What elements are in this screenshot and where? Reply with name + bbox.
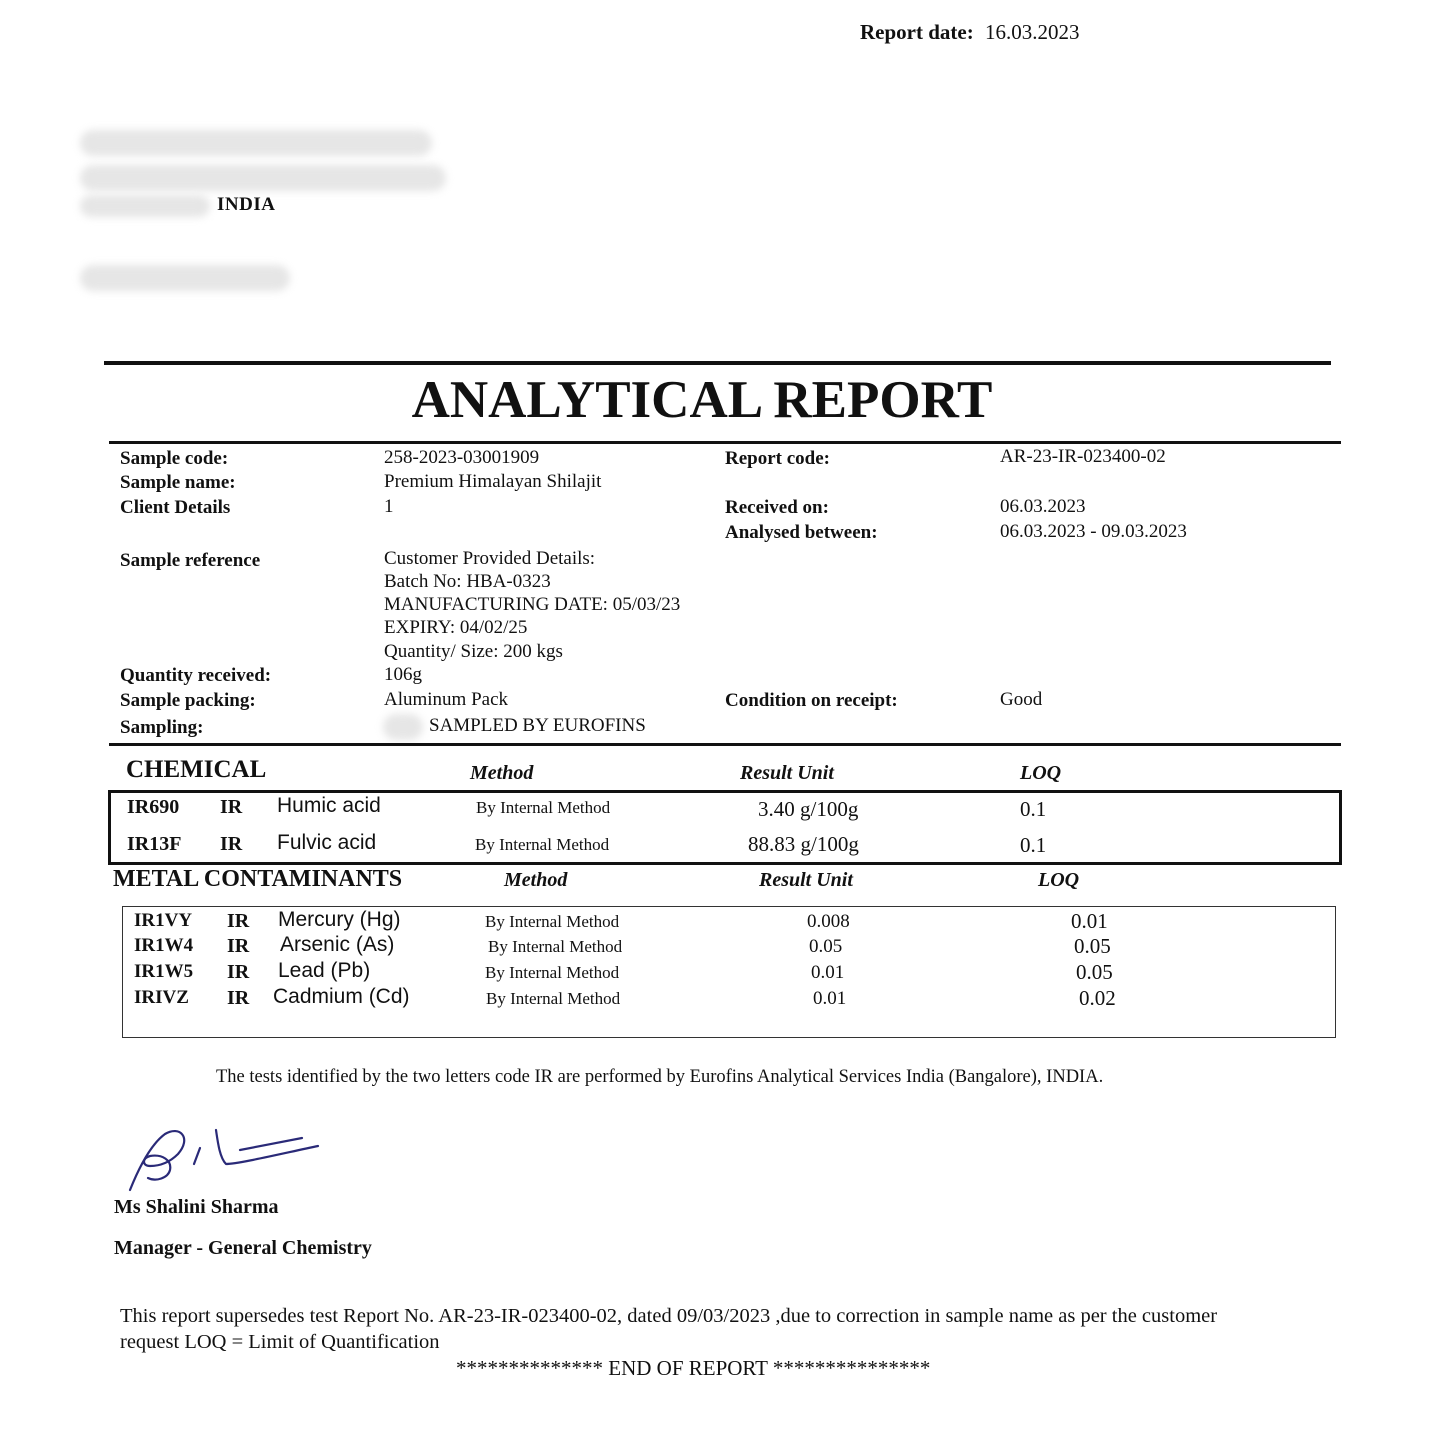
method: By Internal Method [476,798,611,817]
sample-packing-label: Sample packing: [120,690,256,711]
lab-code: IR [227,961,250,983]
method: By Internal Method [486,989,621,1008]
lab-note: The tests identified by the two letters code IR are performed by Eurofins Analytical Services India (Bangalore), INDIA. [216,1067,1104,1087]
redacted-address-line-3 [80,195,210,217]
parameter: Lead (Pb) [278,959,371,982]
sample-name-value: Premium Himalayan Shilajit [384,471,602,492]
chemical-section-title: CHEMICAL [126,756,267,783]
test-code: IRIVZ [134,987,189,1008]
chemical-result-header: Result Unit [740,762,834,784]
result: 0.05 [809,936,843,957]
chemical-loq-header: LOQ [1020,762,1062,784]
report-code-value: AR-23-IR-023400-02 [1000,446,1166,467]
end-of-report: ************** END OF REPORT *************** [456,1356,931,1380]
quantity-received-value: 106g [384,664,422,685]
received-on-value: 06.03.2023 [1000,496,1086,517]
received-on-label: Received on: [725,497,829,518]
parameter: Humic acid [277,794,381,817]
result: 0.01 [813,988,847,1009]
report-date-value: 16.03.2023 [984,20,1080,44]
report-code-label: Report code: [725,448,830,469]
sample-reference-line: Quantity/ Size: 200 kgs [384,641,563,662]
sample-reference-line: Batch No: HBA-0323 [384,571,551,592]
supersede-note-line-1: This report supersedes test Report No. AR-23-IR-023400-02, dated 09/03/2023 ,due to correction in sample name as per the customer [120,1305,1218,1327]
sample-code-value: 258-2023-03001909 [384,447,540,468]
lab-code: IR [227,910,250,932]
quantity-received-label: Quantity received: [120,665,272,686]
supersede-note-line-2: request LOQ = Limit of Quantification [120,1331,440,1353]
sample-name-label: Sample name: [120,472,236,493]
title-top-rule [104,361,1331,365]
method: By Internal Method [485,963,620,982]
loq: 0.02 [1079,986,1116,1010]
result: 3.40 g/100g [758,797,859,821]
result: 0.008 [807,911,850,932]
loq: 0.05 [1074,934,1111,958]
method: By Internal Method [485,912,620,931]
metals-loq-header: LOQ [1038,869,1080,891]
lab-code: IR [220,796,243,818]
details-bottom-rule [109,743,1341,746]
lab-code: IR [220,833,243,855]
page-title: ANALYTICAL REPORT [411,371,993,429]
redacted-address-line-1 [80,130,432,156]
sampling-label: Sampling: [120,717,204,738]
loq: 0.1 [1020,797,1047,821]
metals-result-header: Result Unit [759,869,853,891]
test-code: IR1W4 [134,935,194,956]
condition-value: Good [1000,689,1043,710]
sample-code-label: Sample code: [120,448,229,469]
signatory-name: Ms Shalini Sharma [114,1196,279,1218]
test-code: IR690 [127,796,180,818]
sampling-value: SAMPLED BY EUROFINS [429,715,646,736]
parameter: Arsenic (As) [280,933,395,956]
redacted-sampling-mark [383,714,423,740]
signatory-title: Manager - General Chemistry [114,1237,372,1259]
redacted-contact [80,265,290,291]
parameter: Fulvic acid [277,831,377,854]
client-details-label: Client Details [120,497,231,518]
method: By Internal Method [475,835,610,854]
sample-reference-line: EXPIRY: 04/02/25 [384,617,528,638]
client-country: INDIA [217,194,276,215]
lab-code: IR [227,935,250,957]
sample-reference-label: Sample reference [120,550,261,571]
analysed-between-value: 06.03.2023 - 09.03.2023 [1000,521,1187,542]
report-date-label: Report date: [860,20,974,44]
loq: 0.05 [1076,960,1113,984]
sample-reference-line: Customer Provided Details: [384,548,596,569]
sample-reference-line: MANUFACTURING DATE: 05/03/23 [384,594,681,615]
test-code: IR1W5 [134,961,194,982]
details-top-rule [109,441,1341,444]
condition-label: Condition on receipt: [725,690,898,711]
result: 88.83 g/100g [748,832,859,856]
metals-method-header: Method [504,869,568,891]
loq: 0.1 [1020,833,1047,857]
lab-code: IR [227,987,250,1009]
test-code: IR13F [127,833,182,855]
loq: 0.01 [1071,909,1108,933]
redacted-address-line-2 [80,165,446,191]
test-code: IR1VY [134,910,193,931]
metals-section-title: METAL CONTAMINANTS [113,866,403,892]
client-details-value: 1 [384,496,394,517]
report-date [860,20,1079,45]
parameter: Mercury (Hg) [278,908,401,931]
result: 0.01 [811,962,845,983]
sample-packing-value: Aluminum Pack [384,689,509,710]
parameter: Cadmium (Cd) [273,985,410,1008]
signature-image [120,1120,330,1200]
chemical-method-header: Method [470,762,534,784]
method: By Internal Method [488,937,623,956]
analysed-between-label: Analysed between: [725,522,878,543]
